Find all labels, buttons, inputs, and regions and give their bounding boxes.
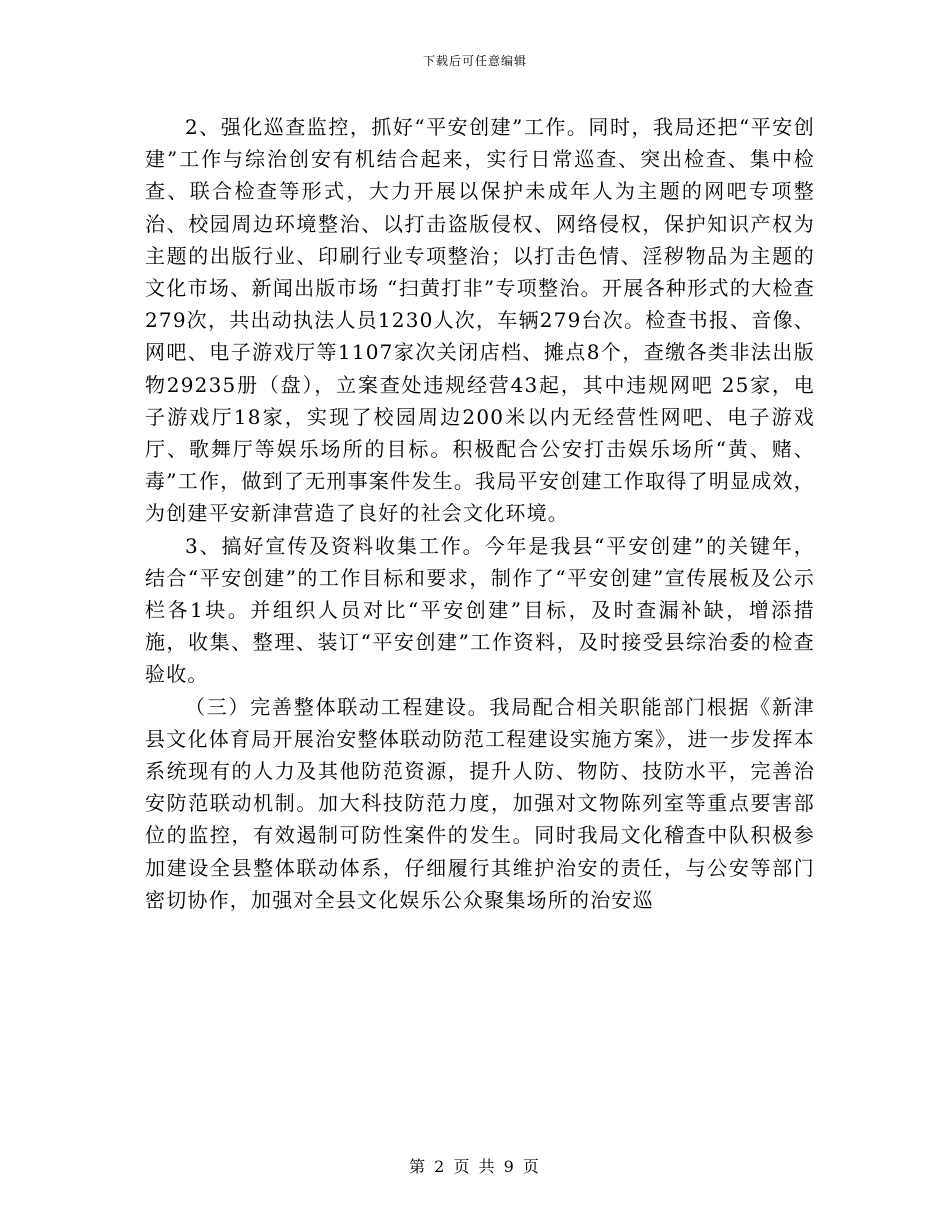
paragraph-publicity-materials: 3、搞好宣传及资料收集工作。今年是我县“平安创建”的关键年，结合“平安创建”的工作目标和要求，制作了“平安创建”宣传展板及公示栏各1块。并组织人员对比“平安创建”目标，及时查漏补缺，增添措施，收集、整理、装订“平安创建”工作资料，及时接受县综治委的检查验收。 [145,533,815,687]
paragraph-linkage-project: （三）完善整体联动工程建设。我局配合相关职能部门根据《新津县文化体育局开展治安整体联动防范工程建设实施方案》，进一步发挥本系统现有的人力及其他防范资源，提升人防、物防、技防水平，完善治安防范联动机制。加大科技防范力度，加强对文物陈列室等重点要害部位的监控，有效遏制可防性案件的发生。同时我局文化稽查中队积极参加建设全县整体联动体系，仔细履行其维护治安的责任，与公安等部门密切协作，加强对全县文化娱乐公众聚集场所的治安巡 [145,694,815,912]
page-number: 第 2 页 共 9 页 [409,1157,541,1176]
paragraph-patrol-monitoring: 2、强化巡查监控，抓好“平安创建”工作。同时，我局还把“平安创建”工作与综治创安有机结合起来，实行日常巡查、突出检查、集中检查、联合检查等形式，大力开展以保护未成年人为主题的网吧专项整治、校园周边环境整治、以打击盗版侵权、网络侵权，保护知识产权为主题的出版行业、印刷行业专项整治；以打击色情、淫秽物品为主题的文化市场、新闻出版市场 “扫黄打非”专项整治。开展各种形式的大检查279次，共出动执法人员1230人次，车辆279台次。检查书报、音像、网吧、电子游戏厅等1107家次关闭店档、摊点8个，查缴各类非法出版物29235册（盘），立案查处违规经营43起，其中违规网吧 25家，电子游戏厅18家，实现了校园周边200米以内无经营性网吧、电子游戏厅、歌舞厅等娱乐场所的目标。积极配合公安打击娱乐场所“黄、赌、毒”工作，做到了无刑事案件发生。我局平安创建工作取得了明显成效，为创建平安新津营造了良好的社会文化环境。 [145,115,815,526]
document-body [145,111,815,916]
page-header: 下载后可任意编辑 [422,54,527,68]
